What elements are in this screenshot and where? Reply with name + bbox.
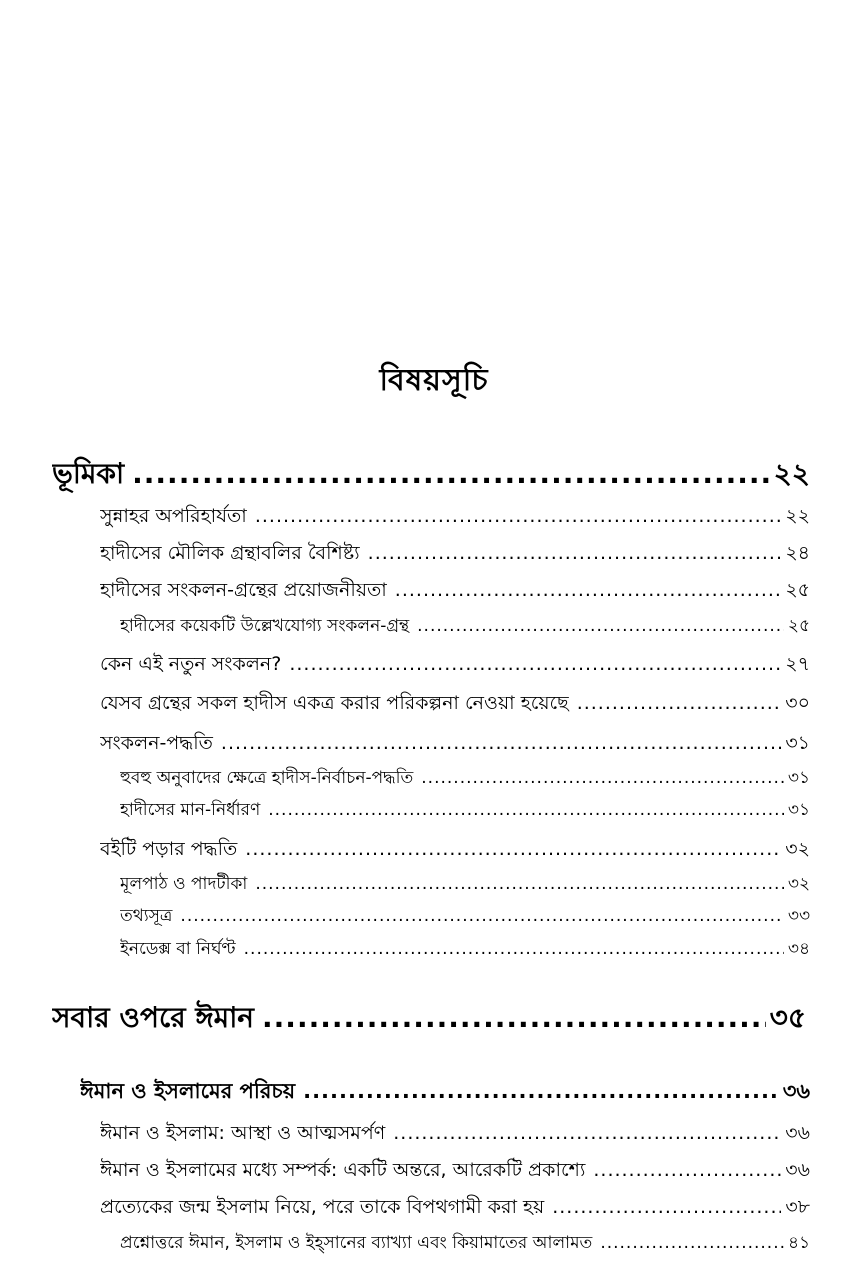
toc-entry-label: ঈমান ও ইসলাম: আস্থা ও আত্মসমর্পণ [100,1122,386,1144]
dot-leader [180,906,783,926]
toc-entry[interactable] [120,871,810,899]
dot-leader [255,874,784,894]
dot-leader [368,542,782,564]
toc-entry[interactable] [120,1230,810,1258]
toc-entry[interactable] [100,835,810,867]
toc-entry-label: হাদীসের কয়েকটি উল্লেখযোগ্য সংকলন-গ্রন্থ [120,616,410,636]
dot-leader [421,768,784,788]
toc-entry-label: মূলপাঠ ও পাদটীকা [120,874,248,894]
toc-entry-label: হাদীসের মান-নির্ধারণ [120,800,261,820]
dot-leader [255,505,781,527]
toc-entry[interactable] [100,689,810,721]
toc-page-number: ৩২ [787,874,810,894]
toc-entry[interactable] [100,539,810,571]
toc-entry[interactable] [52,996,806,1043]
toc-entry[interactable] [100,1193,810,1225]
dot-leader [393,1122,781,1144]
toc-entry-label: হাদীসের সংকলন-গ্রন্থের প্রয়োজনীয়তা [100,579,387,601]
toc-page-number: ৩৫ [769,1001,806,1034]
toc-page-number: ৩৬ [785,1122,810,1144]
toc-page-number: ৩৪ [787,939,810,959]
toc-entry[interactable] [120,797,810,825]
toc-page-number: ৩৩ [787,906,810,926]
toc-entry[interactable] [52,452,810,499]
toc-page-number: ২৪ [785,542,810,564]
toc-entry[interactable] [100,502,810,534]
dot-leader [577,692,782,714]
dot-leader [268,800,784,820]
toc-page-number: ২৫ [785,579,810,601]
toc-entry-label: সংকলন-পদ্ধতি [100,732,213,754]
toc-page-number: ৩৬ [782,1079,810,1103]
toc-page-number: ৩১ [787,800,810,820]
toc-entry-label: ইনডেক্স বা নির্ঘণ্ট [120,939,236,959]
dot-leader [303,1079,779,1103]
toc-entry[interactable] [100,650,810,682]
dot-leader [417,616,784,636]
toc-page-number: ৩২ [785,838,810,860]
dot-leader [245,838,781,860]
dot-leader [552,1196,781,1218]
dot-leader [395,579,782,601]
toc-entry[interactable] [120,903,810,931]
dot-leader [593,1159,781,1181]
toc-entry[interactable] [100,1119,810,1151]
toc-entry[interactable] [100,576,810,608]
toc-page-number: ৩৬ [785,1159,810,1181]
toc-page-number: ৪১ [787,1233,810,1253]
dot-leader [244,939,784,959]
toc-page-number: ৩৮ [785,1196,810,1218]
toc-entry[interactable] [120,765,810,793]
toc-page-number: ২২ [785,505,810,527]
toc-entry-label: হাদীসের মৌলিক গ্রন্থাবলির বৈশিষ্ট্য [100,542,360,564]
dot-leader [289,653,781,675]
dot-leader [262,1001,766,1034]
toc-entry[interactable] [120,936,810,964]
page-title: বিষয়সূচি [379,363,489,398]
toc-page-number: ৩১ [787,768,810,788]
toc-entry-label: ঈমান ও ইসলামের পরিচয় [80,1079,296,1103]
toc-entry-label: বইটি পড়ার পদ্ধতি [100,838,238,860]
dot-leader [600,1233,784,1253]
toc-entry-label: কেন এই নতুন সংকলন? [100,653,282,675]
dot-leader [132,457,769,490]
toc-page-number: ২২ [773,457,810,490]
dot-leader [221,732,781,754]
toc-entry-label: ভূমিকা [52,457,125,490]
toc-entry-label: সবার ওপরে ঈমান [52,1001,255,1034]
toc-page-number: ৩০ [785,692,810,714]
toc-entry[interactable] [100,1156,810,1188]
toc-entry-label: তথ্যসূত্র [120,906,173,926]
toc-page-number: ৩১ [785,732,810,754]
toc-entry[interactable] [80,1075,810,1110]
toc-entry-label: যেসব গ্রন্থের সকল হাদীস একত্র করার পরিকল্পনা নেওয়া হয়েছে [100,692,569,714]
toc-entry-label: সুন্নাহর অপরিহার্যতা [100,505,247,527]
toc-entry-label: প্রশ্নোত্তরে ঈমান, ইসলাম ও ইহ্সানের ব্যাখ্যা এবং কিয়ামাতের আলামত [120,1233,593,1253]
toc-page-number: ২৭ [785,653,810,675]
toc-entry-label: হুবহু অনুবাদের ক্ষেত্রে হাদীস-নির্বাচন-পদ্ধতি [120,768,414,788]
toc-entry[interactable] [100,729,810,761]
toc-entry-label: ঈমান ও ইসলামের মধ্যে সম্পর্ক: একটি অন্তরে, আরেকটি প্রকাশ্যে [100,1159,586,1181]
toc-entry[interactable] [120,613,810,641]
toc-page-number: ২৫ [787,616,810,636]
toc-entry-label: প্রত্যেকের জন্ম ইসলাম নিয়ে, পরে তাকে বিপথগামী করা হয় [100,1196,545,1218]
